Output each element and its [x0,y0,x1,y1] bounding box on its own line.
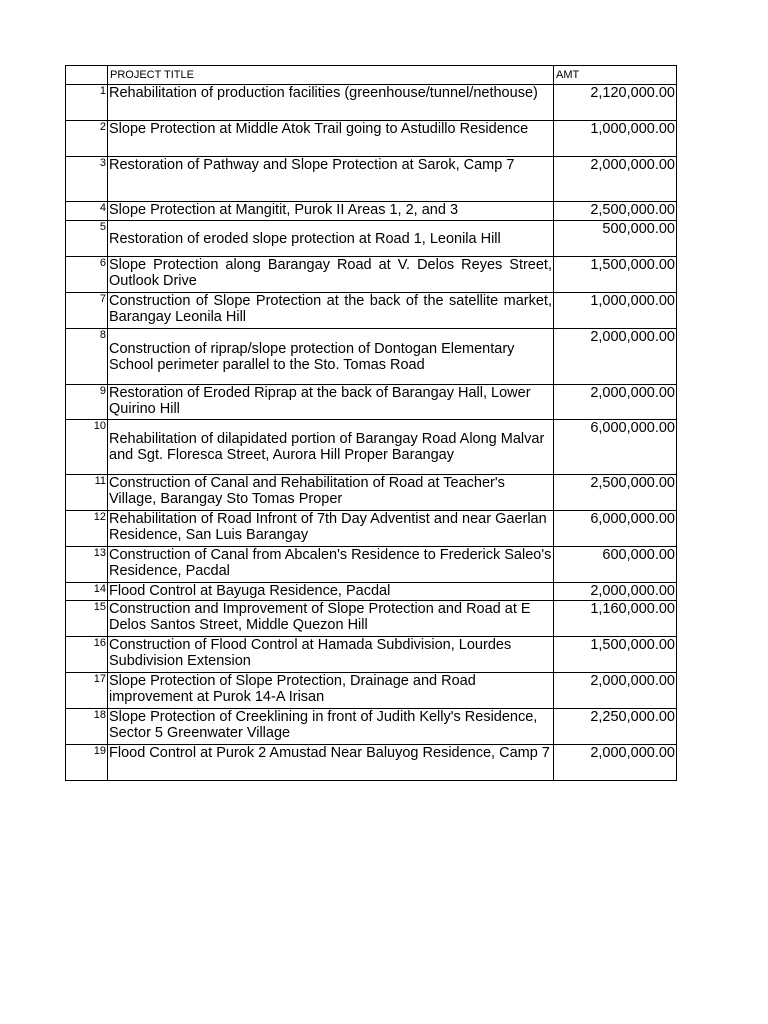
project-title: Slope Protection of Creeklining in front of Judith Kelly's Residence, Sector 5 Greenwater Village [108,709,554,745]
row-number: 6 [66,257,108,293]
project-title: Slope Protection of Slope Protection, Drainage and Road improvement at Purok 14-A Irisan [108,673,554,709]
projects-table [65,65,677,781]
project-amount: 2,000,000.00 [554,329,677,385]
project-title: Construction of Canal and Rehabilitation of Road at Teacher's Village, Barangay Sto Tomas Proper [108,475,554,511]
header-project-title: PROJECT TITLE [108,66,554,85]
table-row [66,202,677,221]
project-amount: 2,000,000.00 [554,157,677,202]
project-amount: 2,500,000.00 [554,475,677,511]
row-number: 17 [66,673,108,709]
table-row [66,547,677,583]
project-title: Construction of Flood Control at Hamada Subdivision, Lourdes Subdivision Extension [108,637,554,673]
project-amount: 2,000,000.00 [554,673,677,709]
project-title: Construction of Slope Protection at the back of the satellite market, Barangay Leonila Hill [108,293,554,329]
project-title: Flood Control at Purok 2 Amustad Near Baluyog Residence, Camp 7 [108,745,554,781]
project-title: Restoration of Pathway and Slope Protection at Sarok, Camp 7 [108,157,554,202]
row-number: 2 [66,121,108,157]
row-number: 18 [66,709,108,745]
project-title: Construction and Improvement of Slope Protection and Road at E Delos Santos Street, Middle Quezon Hill [108,601,554,637]
table-row [66,121,677,157]
row-number: 4 [66,202,108,221]
row-number: 9 [66,385,108,420]
table-row [66,511,677,547]
row-number: 16 [66,637,108,673]
project-title: Flood Control at Bayuga Residence, Pacdal [108,583,554,601]
project-title: Rehabilitation of Road Infront of 7th Day Adventist and near Gaerlan Residence, San Luis Barangay [108,511,554,547]
project-title: Restoration of eroded slope protection at Road 1, Leonila Hill [108,221,554,257]
header-num [66,66,108,85]
project-title: Construction of Canal from Abcalen's Residence to Frederick Saleo's Residence, Pacdal [108,547,554,583]
project-title: Rehabilitation of dilapidated portion of Barangay Road Along Malvar and Sgt. Floresca Street, Aurora Hill Proper Barangay [108,420,554,475]
table-row [66,745,677,781]
header-amt: AMT [554,66,677,85]
project-title: Slope Protection along Barangay Road at V. Delos Reyes Street, Outlook Drive [108,257,554,293]
table-header-row [66,66,677,85]
table-row [66,673,677,709]
project-title: Slope Protection at Mangitit, Purok II Areas 1, 2, and 3 [108,202,554,221]
project-amount: 2,000,000.00 [554,583,677,601]
project-amount: 6,000,000.00 [554,420,677,475]
project-amount: 1,500,000.00 [554,637,677,673]
table-row [66,85,677,121]
row-number: 7 [66,293,108,329]
row-number: 12 [66,511,108,547]
table-row [66,420,677,475]
row-number: 10 [66,420,108,475]
row-number: 14 [66,583,108,601]
project-title: Construction of riprap/slope protection of Dontogan Elementary School perimeter parallel to the Sto. Tomas Road [108,329,554,385]
project-amount: 2,120,000.00 [554,85,677,121]
row-number: 3 [66,157,108,202]
project-amount: 1,500,000.00 [554,257,677,293]
table-row [66,257,677,293]
project-amount: 2,250,000.00 [554,709,677,745]
project-amount: 2,000,000.00 [554,385,677,420]
row-number: 13 [66,547,108,583]
table-row [66,583,677,601]
project-amount: 1,000,000.00 [554,293,677,329]
project-title: Restoration of Eroded Riprap at the back of Barangay Hall, Lower Quirino Hill [108,385,554,420]
project-amount: 6,000,000.00 [554,511,677,547]
project-amount: 600,000.00 [554,547,677,583]
row-number: 1 [66,85,108,121]
project-amount: 2,500,000.00 [554,202,677,221]
row-number: 19 [66,745,108,781]
table-row [66,293,677,329]
project-title: Rehabilitation of production facilities (greenhouse/tunnel/nethouse) [108,85,554,121]
row-number: 15 [66,601,108,637]
table-row [66,637,677,673]
table-row [66,385,677,420]
table-row [66,329,677,385]
project-amount: 2,000,000.00 [554,745,677,781]
table-row [66,709,677,745]
row-number: 8 [66,329,108,385]
project-amount: 1,000,000.00 [554,121,677,157]
project-amount: 1,160,000.00 [554,601,677,637]
project-amount: 500,000.00 [554,221,677,257]
row-number: 5 [66,221,108,257]
row-number: 11 [66,475,108,511]
table-row [66,157,677,202]
table-row [66,601,677,637]
table-row [66,475,677,511]
table-row [66,221,677,257]
project-title: Slope Protection at Middle Atok Trail going to Astudillo Residence [108,121,554,157]
